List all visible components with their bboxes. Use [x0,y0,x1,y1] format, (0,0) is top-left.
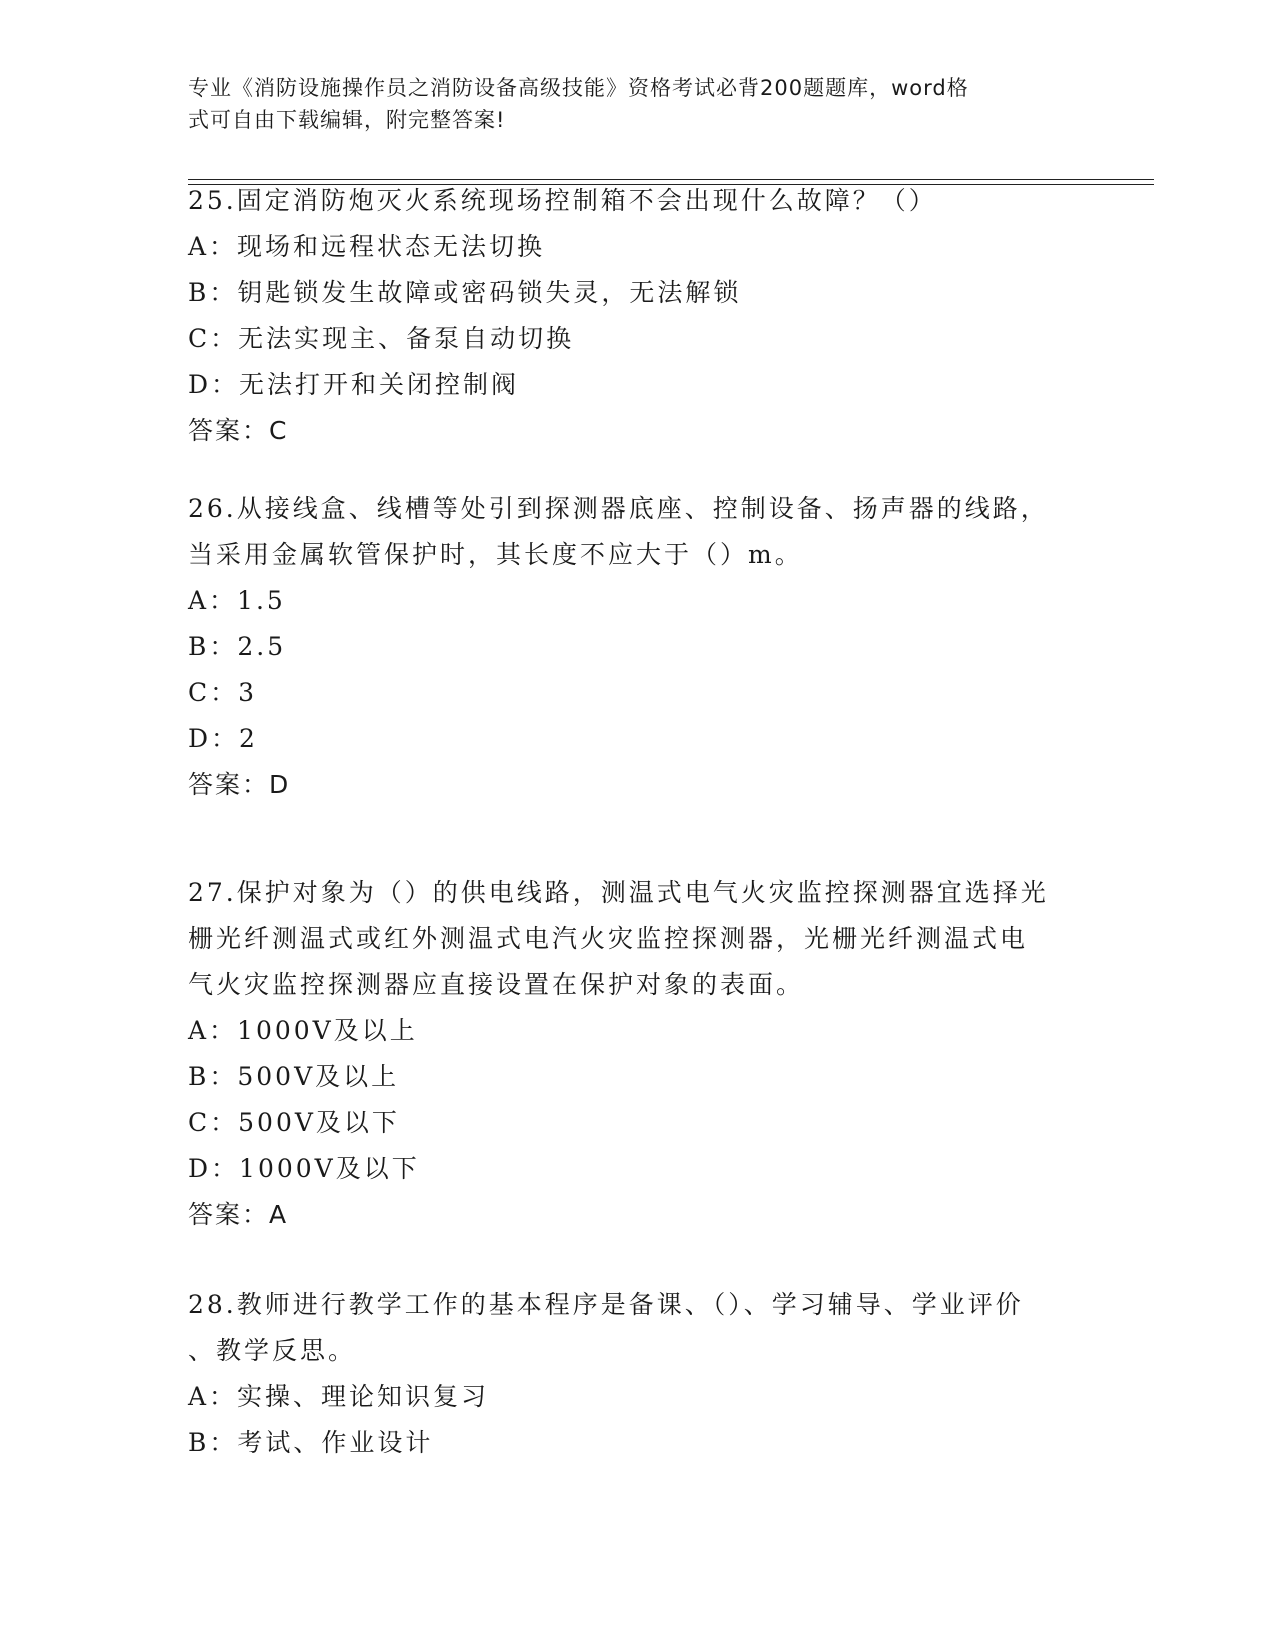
option-c: C：3 [188,678,258,707]
question-stem: 26.从接线盒、线槽等处引到探测器底座、控制设备、扬声器的线路， [188,494,1049,523]
option-a: A：1000V及以上 [188,1016,418,1045]
question-stem: 栅光纤测温式或红外测温式电汽火灾监控探测器，光栅光纤测温式电 [188,924,1029,953]
option-a: A：现场和远程状态无法切换 [188,232,546,261]
question-stem: 、教学反思。 [188,1336,357,1365]
option-c: C：无法实现主、备泵自动切换 [188,324,575,353]
question-stem: 25.固定消防炮灭火系统现场控制箱不会出现什么故障？（） [188,186,937,215]
question-stem: 27.保护对象为（）的供电线路，测温式电气火灾监控探测器宜选择光 [188,878,1049,907]
question-26 [188,486,1088,808]
option-b: B：500V及以上 [188,1062,400,1091]
header-line-2: 式可自由下载编辑，附完整答案! [188,108,506,132]
option-b: B：钥匙锁发生故障或密码锁失灵，无法解锁 [188,278,742,307]
option-a: A：实操、理论知识复习 [188,1382,490,1411]
option-d: D：1000V及以下 [188,1154,420,1183]
option-c: C：500V及以下 [188,1108,400,1137]
question-stem: 气火灾监控探测器应直接设置在保护对象的表面。 [188,970,805,999]
answer: 答案：C [188,416,289,445]
option-d: D：2 [188,724,258,753]
question-28 [188,1282,1088,1466]
answer: 答案：A [188,1200,289,1229]
option-b: B：考试、作业设计 [188,1428,434,1457]
option-b: B：2.5 [188,632,287,661]
question-27 [188,870,1088,1238]
question-25 [188,178,1088,454]
answer: 答案：D [188,770,291,799]
question-stem: 28.教师进行教学工作的基本程序是备课、（）、学习辅导、学业评价 [188,1290,1024,1319]
question-stem: 当采用金属软管保护时，其长度不应大于（）m。 [188,540,803,569]
option-a: A：1.5 [188,586,286,615]
document-header [188,72,1068,136]
header-line-1: 专业《消防设施操作员之消防设备高级技能》资格考试必背200题题库，word格 [188,76,969,100]
option-d: D：无法打开和关闭控制阀 [188,370,520,399]
